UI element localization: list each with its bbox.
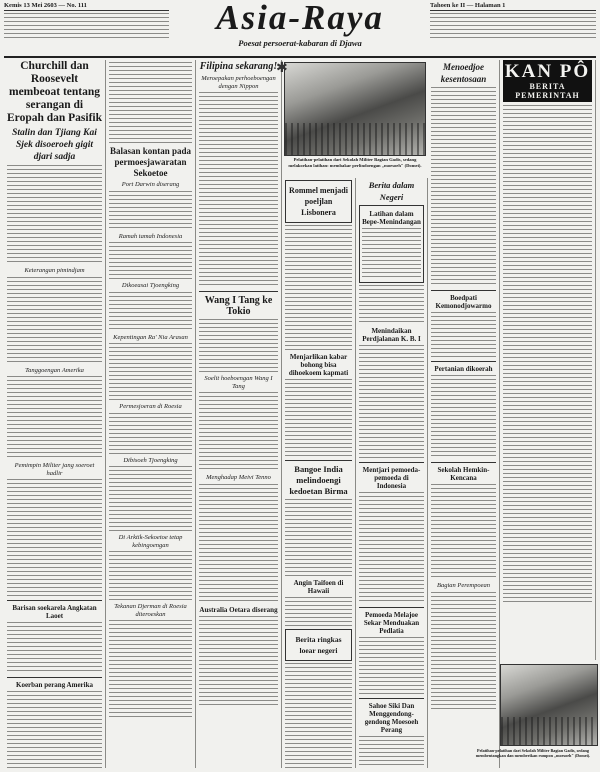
- article-body: [359, 345, 424, 459]
- section-heading: Kepentingan Ra' Nia Arasan: [113, 333, 188, 341]
- lead-article-body: [7, 165, 102, 265]
- column-3: [196, 60, 282, 768]
- divider: [199, 291, 278, 292]
- section-heading: Soelit hoeboengan Wang I Tang: [204, 375, 273, 390]
- article-body: [7, 376, 102, 460]
- article-body: [359, 285, 424, 325]
- right-photo: [500, 664, 598, 746]
- article-headline: Menindaikan Perdjalanan K. B. I: [362, 327, 421, 343]
- article-headline: Angin Taifoen di Hawaii: [293, 579, 344, 595]
- divider: [7, 677, 102, 678]
- article-body: [109, 242, 192, 280]
- article-body: [431, 87, 496, 287]
- article-body: [431, 592, 496, 712]
- section-heading: Ramah tamah Indonesia: [118, 232, 183, 240]
- article-body: [199, 484, 278, 604]
- article-headline: Rommel menjadi poeljlan Lisbonera: [289, 186, 348, 217]
- article-box: [285, 629, 352, 661]
- column-5: [356, 178, 428, 768]
- section-heading: Dibisoeh Tjoengking: [123, 456, 178, 464]
- publisher-info: [4, 13, 169, 39]
- article-headline: Pemoeda Melajoe Sekar Menduakan Pedlatia: [363, 611, 420, 635]
- article-body: [109, 620, 192, 720]
- main-photo-caption: Pelatihan-pelatihan dari Sekolah Militer Bagian Gadis, sedang melakoekan latihan: membakar perlindoengan „moesoeh" (Domei).: [288, 157, 422, 168]
- article-body: [7, 479, 102, 597]
- masthead-left-info: [4, 2, 169, 41]
- article-body: [109, 191, 192, 231]
- lead-headline: Churchill dan Roosevelt membeoat tentang serangan di Eropah dan Pasifik: [7, 60, 103, 124]
- article-body: [285, 379, 352, 457]
- divider: [359, 698, 424, 699]
- article-body: [7, 277, 102, 365]
- section-heading: Tanggoengan Amerika: [25, 366, 84, 374]
- article-headline: Koerban perang Amerika: [16, 681, 93, 689]
- section-heading: Dikoeasai Tjoengking: [121, 282, 180, 289]
- article-headline: Menoedjoe kesentosaan: [440, 62, 487, 84]
- divider: [431, 361, 496, 362]
- article-body: [359, 637, 424, 695]
- article-body: [109, 292, 192, 332]
- divider: [431, 290, 496, 291]
- article-body: [431, 375, 496, 459]
- article-body: [431, 484, 496, 580]
- subscription-info: [430, 13, 596, 39]
- article-headline: Mentjari pemoeda-pemoeda di Indonesia: [362, 466, 421, 490]
- article-body: [359, 492, 424, 604]
- article-subheadline: Meroepakan perhoeboengan dengan Nippon: [201, 75, 276, 90]
- article-body: [285, 663, 352, 768]
- divider: [7, 600, 102, 601]
- section-heading: Bagian Perempoean: [436, 582, 490, 589]
- divider: [285, 460, 352, 461]
- article-box: [285, 180, 352, 223]
- star-icon: ✱: [276, 61, 288, 76]
- tagline: Poesat persoerat-kabaran di Djawa: [238, 38, 362, 48]
- article-headline: Filipina sekarang!: [199, 61, 278, 72]
- column-4: [282, 178, 356, 768]
- article-body: [285, 225, 352, 351]
- article-body: [431, 312, 496, 358]
- main-photo: [284, 62, 426, 156]
- section-heading: Permesjoeran di Roesia: [119, 403, 182, 410]
- article-headline: Barisan soekarela Angkatan Laoet: [12, 604, 97, 620]
- article-body: [109, 62, 192, 144]
- section-title: Berita dalam Negeri: [368, 180, 415, 202]
- article-headline: Boedpati Kemonodjowarmo: [435, 294, 492, 310]
- article-body: [109, 413, 192, 455]
- article-body: [7, 691, 102, 768]
- issue-date: Kemis 13 Mei 2603 — No. 111: [4, 2, 169, 11]
- section-heading: Menghadap Meivi Tenno: [206, 474, 271, 481]
- column-2: [106, 60, 196, 768]
- divider: [359, 607, 424, 608]
- article-headline: Berita ringkas loear negeri: [295, 635, 342, 655]
- masthead: [0, 0, 600, 58]
- government-notice-body: [503, 105, 592, 605]
- section-heading: Di Arktik-Sekoetoe tetap kebingoengan: [118, 534, 183, 549]
- article-headline: Sahoe Siki Dan Menggendong-gendong Moesoeh Perang: [364, 702, 419, 734]
- newspaper-logo: Asia-Raya: [216, 0, 384, 37]
- kanpo-banner: [503, 60, 592, 102]
- article-body: [199, 319, 278, 373]
- lead-subheadline: Stalin dan Tjiang Kai Sjek disoeroeh gigit djari sadja: [12, 128, 97, 162]
- kanpo-title: KAN PÔ: [504, 61, 591, 82]
- divider: [431, 462, 496, 463]
- article-body: [199, 392, 278, 472]
- article-body: [362, 228, 421, 278]
- divider: [359, 462, 424, 463]
- article-body: [109, 466, 192, 532]
- masthead-rule: [4, 56, 596, 58]
- section-heading: Pemimpin Militer jang soeroet hadlir: [14, 462, 95, 477]
- article-headline: Bangoe India melindoengi kedoetan Birma: [289, 464, 348, 496]
- article-headline: Sekolah Hemkin-Kencana: [437, 466, 490, 482]
- article-body: [285, 597, 352, 627]
- article-headline: Menjarlikan kabar bohong bisa dihoekoem kapmati: [288, 353, 349, 377]
- section-heading: Port Darwin diserang: [121, 181, 180, 188]
- article-headline: Latihan dalam Bepe-Menindangan: [362, 210, 421, 226]
- article-body: [199, 92, 278, 288]
- article-body: [285, 499, 352, 577]
- article-body: [7, 622, 102, 674]
- article-headline: Wang I Tang ke Tokio: [204, 295, 273, 317]
- article-body: [109, 343, 192, 401]
- year-page: Tahoen ke II — Halaman 1: [430, 2, 596, 11]
- column-7: [500, 60, 596, 660]
- right-photo-caption: Pelatihan-pelatihan dari Sekolah Militer Bagian Gadis, sedang membentangkan dan memberikan rumpon „moesoeh" (Domei).: [475, 748, 591, 758]
- article-body: [109, 551, 192, 601]
- article-headline: Balasan kontan pada permoesjawaratan Sekoetoe: [109, 146, 192, 178]
- masthead-right-info: [430, 2, 596, 41]
- article-body: [199, 616, 278, 706]
- section-heading: Keterangan pimindjam: [24, 267, 85, 274]
- article-body: [359, 736, 424, 768]
- section-heading: Tekanan Djerman di Roesia diteroeskan: [114, 603, 187, 618]
- article-headline: Pertanian dikoerah: [434, 365, 493, 373]
- kanpo-subtitle: BERITA PEMERINTAH: [515, 82, 580, 100]
- column-1: [4, 60, 106, 768]
- article-box: [359, 205, 424, 283]
- column-6: [428, 60, 500, 768]
- article-headline: Australia Oetara diserang: [199, 605, 278, 614]
